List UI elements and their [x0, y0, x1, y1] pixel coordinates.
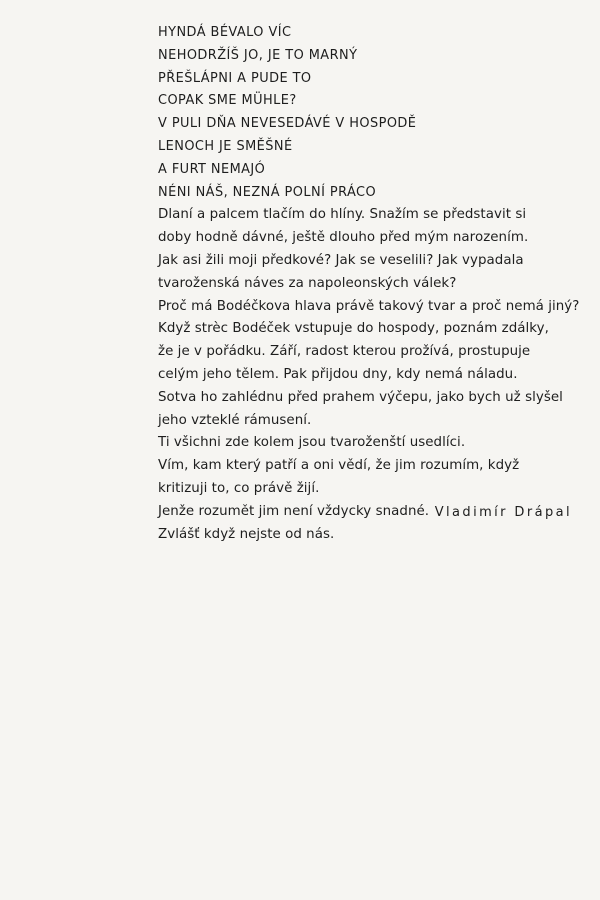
poem-line: HYNDÁ BÉVALO VÍC: [158, 25, 292, 40]
prose-line: Sotva ho zahlédnu před prahem výčepu, jako bych už slyšel: [158, 389, 563, 405]
prose-line: Zvlášť když nejste od nás.: [158, 526, 335, 542]
prose-line: jeho vzteklé rámusení.: [158, 412, 312, 428]
prose-line: Dlaní a palcem tlačím do hlíny. Snažím se představit si: [158, 207, 527, 223]
prose-line: tvaroženská náves za napoleonských válek?: [158, 275, 457, 291]
prose-line: že je v pořádku. Září, radost kterou prožívá, prostupuje: [158, 344, 531, 360]
poem-line: NÉNI NÁŠ, NEZNÁ POLNÍ PRÁCO: [158, 184, 377, 200]
poem-line: A FURT NEMAJÓ: [158, 161, 266, 177]
poem-line: NEHODRŽÍŠ JO, JE TO MARNÝ: [158, 47, 358, 63]
prose-line: celým jeho tělem. Pak přijdou dny, kdy nemá náladu.: [158, 366, 518, 382]
prose-paragraph: [158, 204, 578, 546]
poem-line: PŘEŠLÁPNI A PUDE TO: [158, 70, 312, 86]
prose-line: Když strèc Bodéček vstupuje do hospody, poznám zdálky,: [158, 321, 549, 337]
poem-line: LENOCH JE SMĚŠNÉ: [158, 138, 293, 154]
text-block: [158, 22, 578, 546]
prose-line: kritizuji to, co právě žijí.: [158, 480, 320, 496]
poem-line: V PULI DŇA NEVESEDÁVÉ V HOSPODĚ: [158, 116, 417, 132]
author-signature: Vladimír Drápal: [434, 505, 572, 520]
prose-line: Jenže rozumět jim není vždycky snadné.: [158, 503, 430, 519]
prose-line: Jak asi žili moji předkové? Jak se veselili? Jak vypadala: [158, 252, 524, 268]
prose-line: doby hodně dávné, ještě dlouho před mým narozením.: [158, 230, 529, 246]
poem-line: COPAK SME MÜHLE?: [158, 93, 297, 109]
poem-stanza: [158, 22, 578, 204]
prose-line: Ti všichni zde kolem jsou tvaroženští usedlíci.: [158, 435, 466, 451]
prose-line: Proč má Bodéčkova hlava právě takový tvar a proč nemá jiný?: [158, 298, 580, 314]
prose-line: Vím, kam který patří a oni vědí, že jim rozumím, když: [158, 458, 520, 474]
